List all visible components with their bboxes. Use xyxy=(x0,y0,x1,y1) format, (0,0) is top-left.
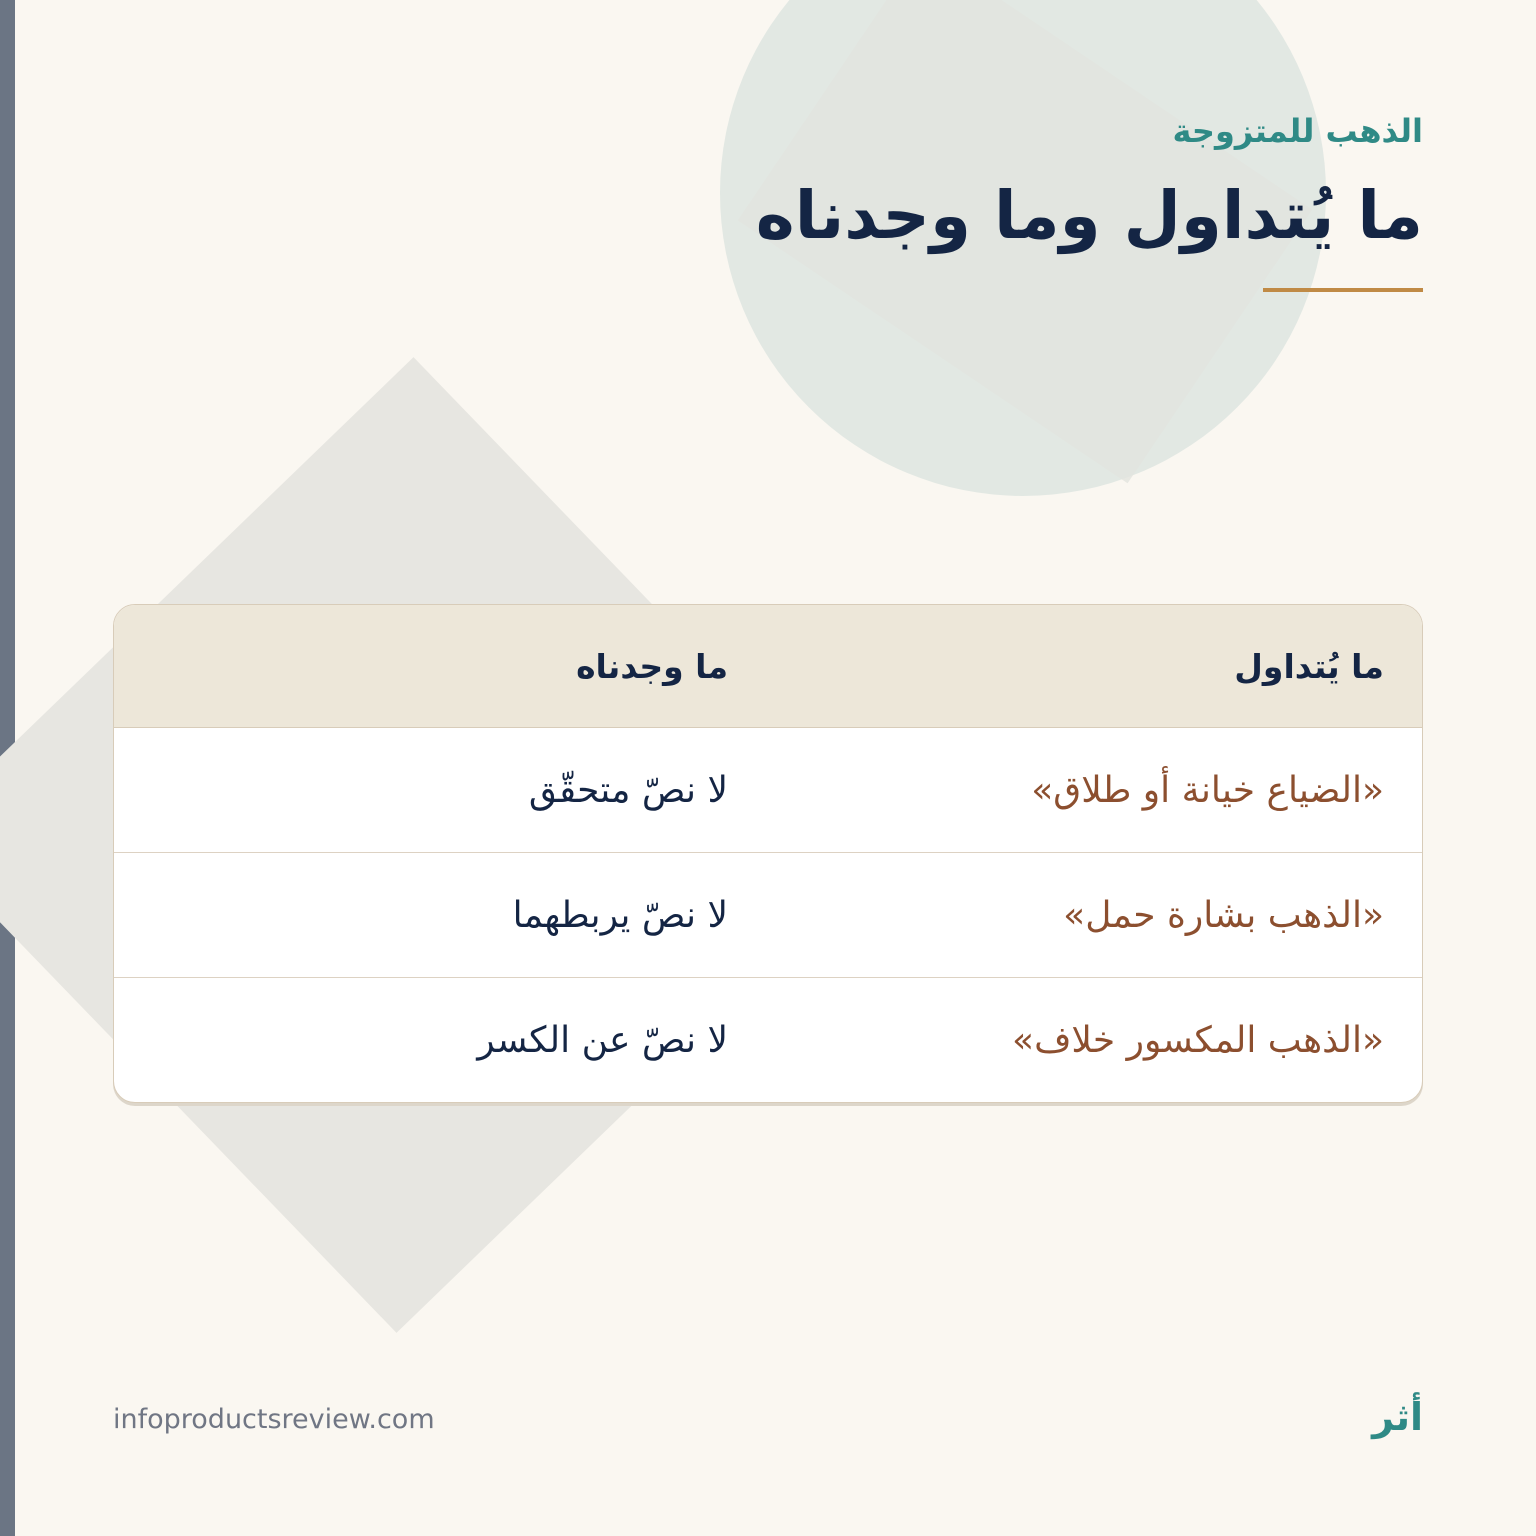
table-header xyxy=(114,605,1422,728)
comparison-table xyxy=(113,604,1423,1103)
table-row xyxy=(114,853,1422,978)
claim-cell: «الضياع خيانة أو طلاق» xyxy=(1031,769,1384,811)
claim-cell: «الذهب المكسور خلاف» xyxy=(1012,1019,1384,1061)
finding-cell: لا نصّ يربطهما xyxy=(512,894,728,936)
column-header-claim: ما يُتداول xyxy=(1234,646,1384,686)
title-underline xyxy=(1263,288,1423,292)
footer-url: infoproductsreview.com xyxy=(113,1404,435,1435)
claim-cell: «الذهب بشارة حمل» xyxy=(1063,894,1384,936)
eyebrow-label: الذهب للمتزوجة xyxy=(1172,112,1423,150)
table-row xyxy=(114,728,1422,853)
brand-logo: أثر xyxy=(1372,1395,1423,1439)
column-header-finding: ما وجدناه xyxy=(576,646,728,686)
finding-cell: لا نصّ متحقّق xyxy=(528,769,728,811)
table-row xyxy=(114,978,1422,1102)
page-title: ما يُتداول وما وجدناه xyxy=(755,177,1423,254)
finding-cell: لا نصّ عن الكسر xyxy=(477,1019,728,1061)
header xyxy=(756,108,1423,264)
